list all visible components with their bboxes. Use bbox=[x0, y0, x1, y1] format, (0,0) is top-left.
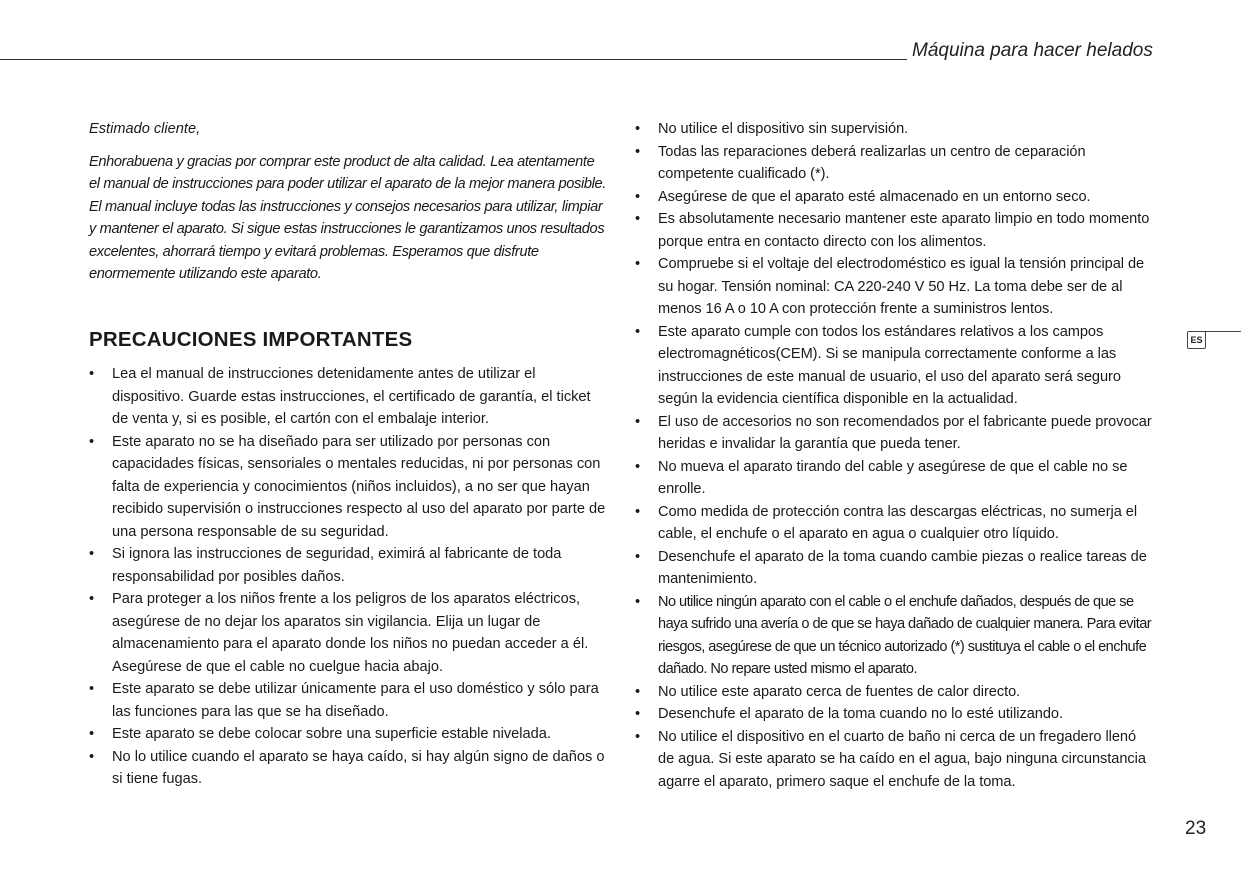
list-item: • Todas las reparaciones deberá realizarlas un centro de ceparación competente cualificado (*). bbox=[635, 141, 1155, 186]
list-item: • No utilice este aparato cerca de fuentes de calor directo. bbox=[635, 681, 1155, 704]
list-item: • Desenchufe el aparato de la toma cuando cambie piezas o realice tareas de mantenimiento. bbox=[635, 546, 1155, 591]
list-item: • Para proteger a los niños frente a los peligros de los aparatos eléctricos, asegúrese de no dejar los aparatos sin vigilancia. Elija un lugar de almacenamiento para el aparato donde los niños no puedan acceder a él. Asegúrese de que el cable no cuelgue hacia abajo. bbox=[89, 588, 607, 678]
list-item: • No mueva el aparato tirando del cable y asegúrese de que el cable no se enrolle. bbox=[635, 456, 1155, 501]
right-column bbox=[635, 118, 1155, 793]
list-item: • Desenchufe el aparato de la toma cuando no lo esté utilizando. bbox=[635, 703, 1155, 726]
list-item: • Compruebe si el voltaje del electrodoméstico es igual la tensión principal de su hogar. Tensión nominal: CA 220-240 V 50 Hz. La toma debe ser de al menos 16 A o 10 A con protección frente a suministros lentos. bbox=[635, 253, 1155, 321]
list-item: • Este aparato se debe colocar sobre una superficie estable nivelada. bbox=[89, 723, 607, 746]
list-item: • Lea el manual de instrucciones detenidamente antes de utilizar el dispositivo. Guarde estas instrucciones, el certificado de garantía, el ticket de venta y, si es posible, el cartón con el embalaje interior. bbox=[89, 363, 607, 431]
list-item: • Este aparato no se ha diseñado para ser utilizado por personas con capacidades físicas, sensoriales o mentales reducidas, ni por personas con falta de experiencia y conocimientos (niños incluidos), a no ser que hayan recibido supervisión o instrucciones respecto al uso del aparato por parte de una persona responsable de su seguridad. bbox=[89, 431, 607, 544]
language-tab-rule bbox=[1205, 331, 1241, 332]
list-item: • Este aparato se debe utilizar únicamente para el uso doméstico y sólo para las funciones para las que se ha diseñado. bbox=[89, 678, 607, 723]
list-item: • Asegúrese de que el aparato esté almacenado en un entorno seco. bbox=[635, 186, 1155, 209]
list-item: • No utilice el dispositivo sin supervisión. bbox=[635, 118, 1155, 141]
intro-paragraph: Enhorabuena y gracias por comprar este product de alta calidad. Lea atentamente el manual de instrucciones para poder utilizar el aparato de la mejor manera posible. El manual incluye todas las instrucciones y consejos necesarios para utilizar, limpiar y mantener el aparato. Si sigue estas instrucciones le garantizamos unos resultados excelentes, ahorrará tiempo y evitará problemas. Esperamos que disfrute enormemente utilizando este aparato. bbox=[89, 153, 607, 282]
left-column bbox=[89, 118, 607, 791]
list-item: • No utilice ningún aparato con el cable o el enchufe dañados, después de que se haya sufrido una avería o de que se haya dañado de cualquier manera. Para evitar riesgos, asegúrese de que un técnico autorizado (*) sustituya el cable o el enchufe dañado. No repare usted mismo el aparato. bbox=[635, 591, 1155, 681]
precautions-list-right bbox=[635, 118, 1155, 793]
header-title: Máquina para hacer helados bbox=[912, 40, 1153, 61]
language-tab: ES bbox=[1187, 331, 1206, 349]
precautions-list-left bbox=[89, 363, 607, 791]
list-item: • No lo utilice cuando el aparato se haya caído, si hay algún signo de daños o si tiene fugas. bbox=[89, 746, 607, 791]
section-title: PRECAUCIONES IMPORTANTES bbox=[89, 327, 413, 351]
list-item: • No utilice el dispositivo en el cuarto de baño ni cerca de un fregadero llenó de agua. Si este aparato se ha caído en el agua, bajo ninguna circunstancia agarre el aparato, primero saque el enchufe de la toma. bbox=[635, 726, 1155, 794]
list-item: • Es absolutamente necesario mantener este aparato limpio en todo momento porque entra en contacto directo con los alimentos. bbox=[635, 208, 1155, 253]
list-item: • Si ignora las instrucciones de seguridad, eximirá al fabricante de toda responsabilidad por posibles daños. bbox=[89, 543, 607, 588]
greeting: Estimado cliente, bbox=[89, 121, 201, 137]
list-item: • Como medida de protección contra las descargas eléctricas, no sumerja el cable, el enchufe o el aparato en agua o cualquier otro líquido. bbox=[635, 501, 1155, 546]
list-item: • El uso de accesorios no son recomendados por el fabricante puede provocar heridas e invalidar la garantía que pueda tener. bbox=[635, 411, 1155, 456]
header-rule bbox=[0, 59, 907, 60]
list-item: • Este aparato cumple con todos los estándares relativos a los campos electromagnéticos(CEM). Si se manipula correctamente conforme a las instrucciones de este manual de usuario, el uso del aparato será seguro según la evidencia científica disponible en la actualidad. bbox=[635, 321, 1155, 411]
page-number: 23 bbox=[1185, 818, 1207, 839]
